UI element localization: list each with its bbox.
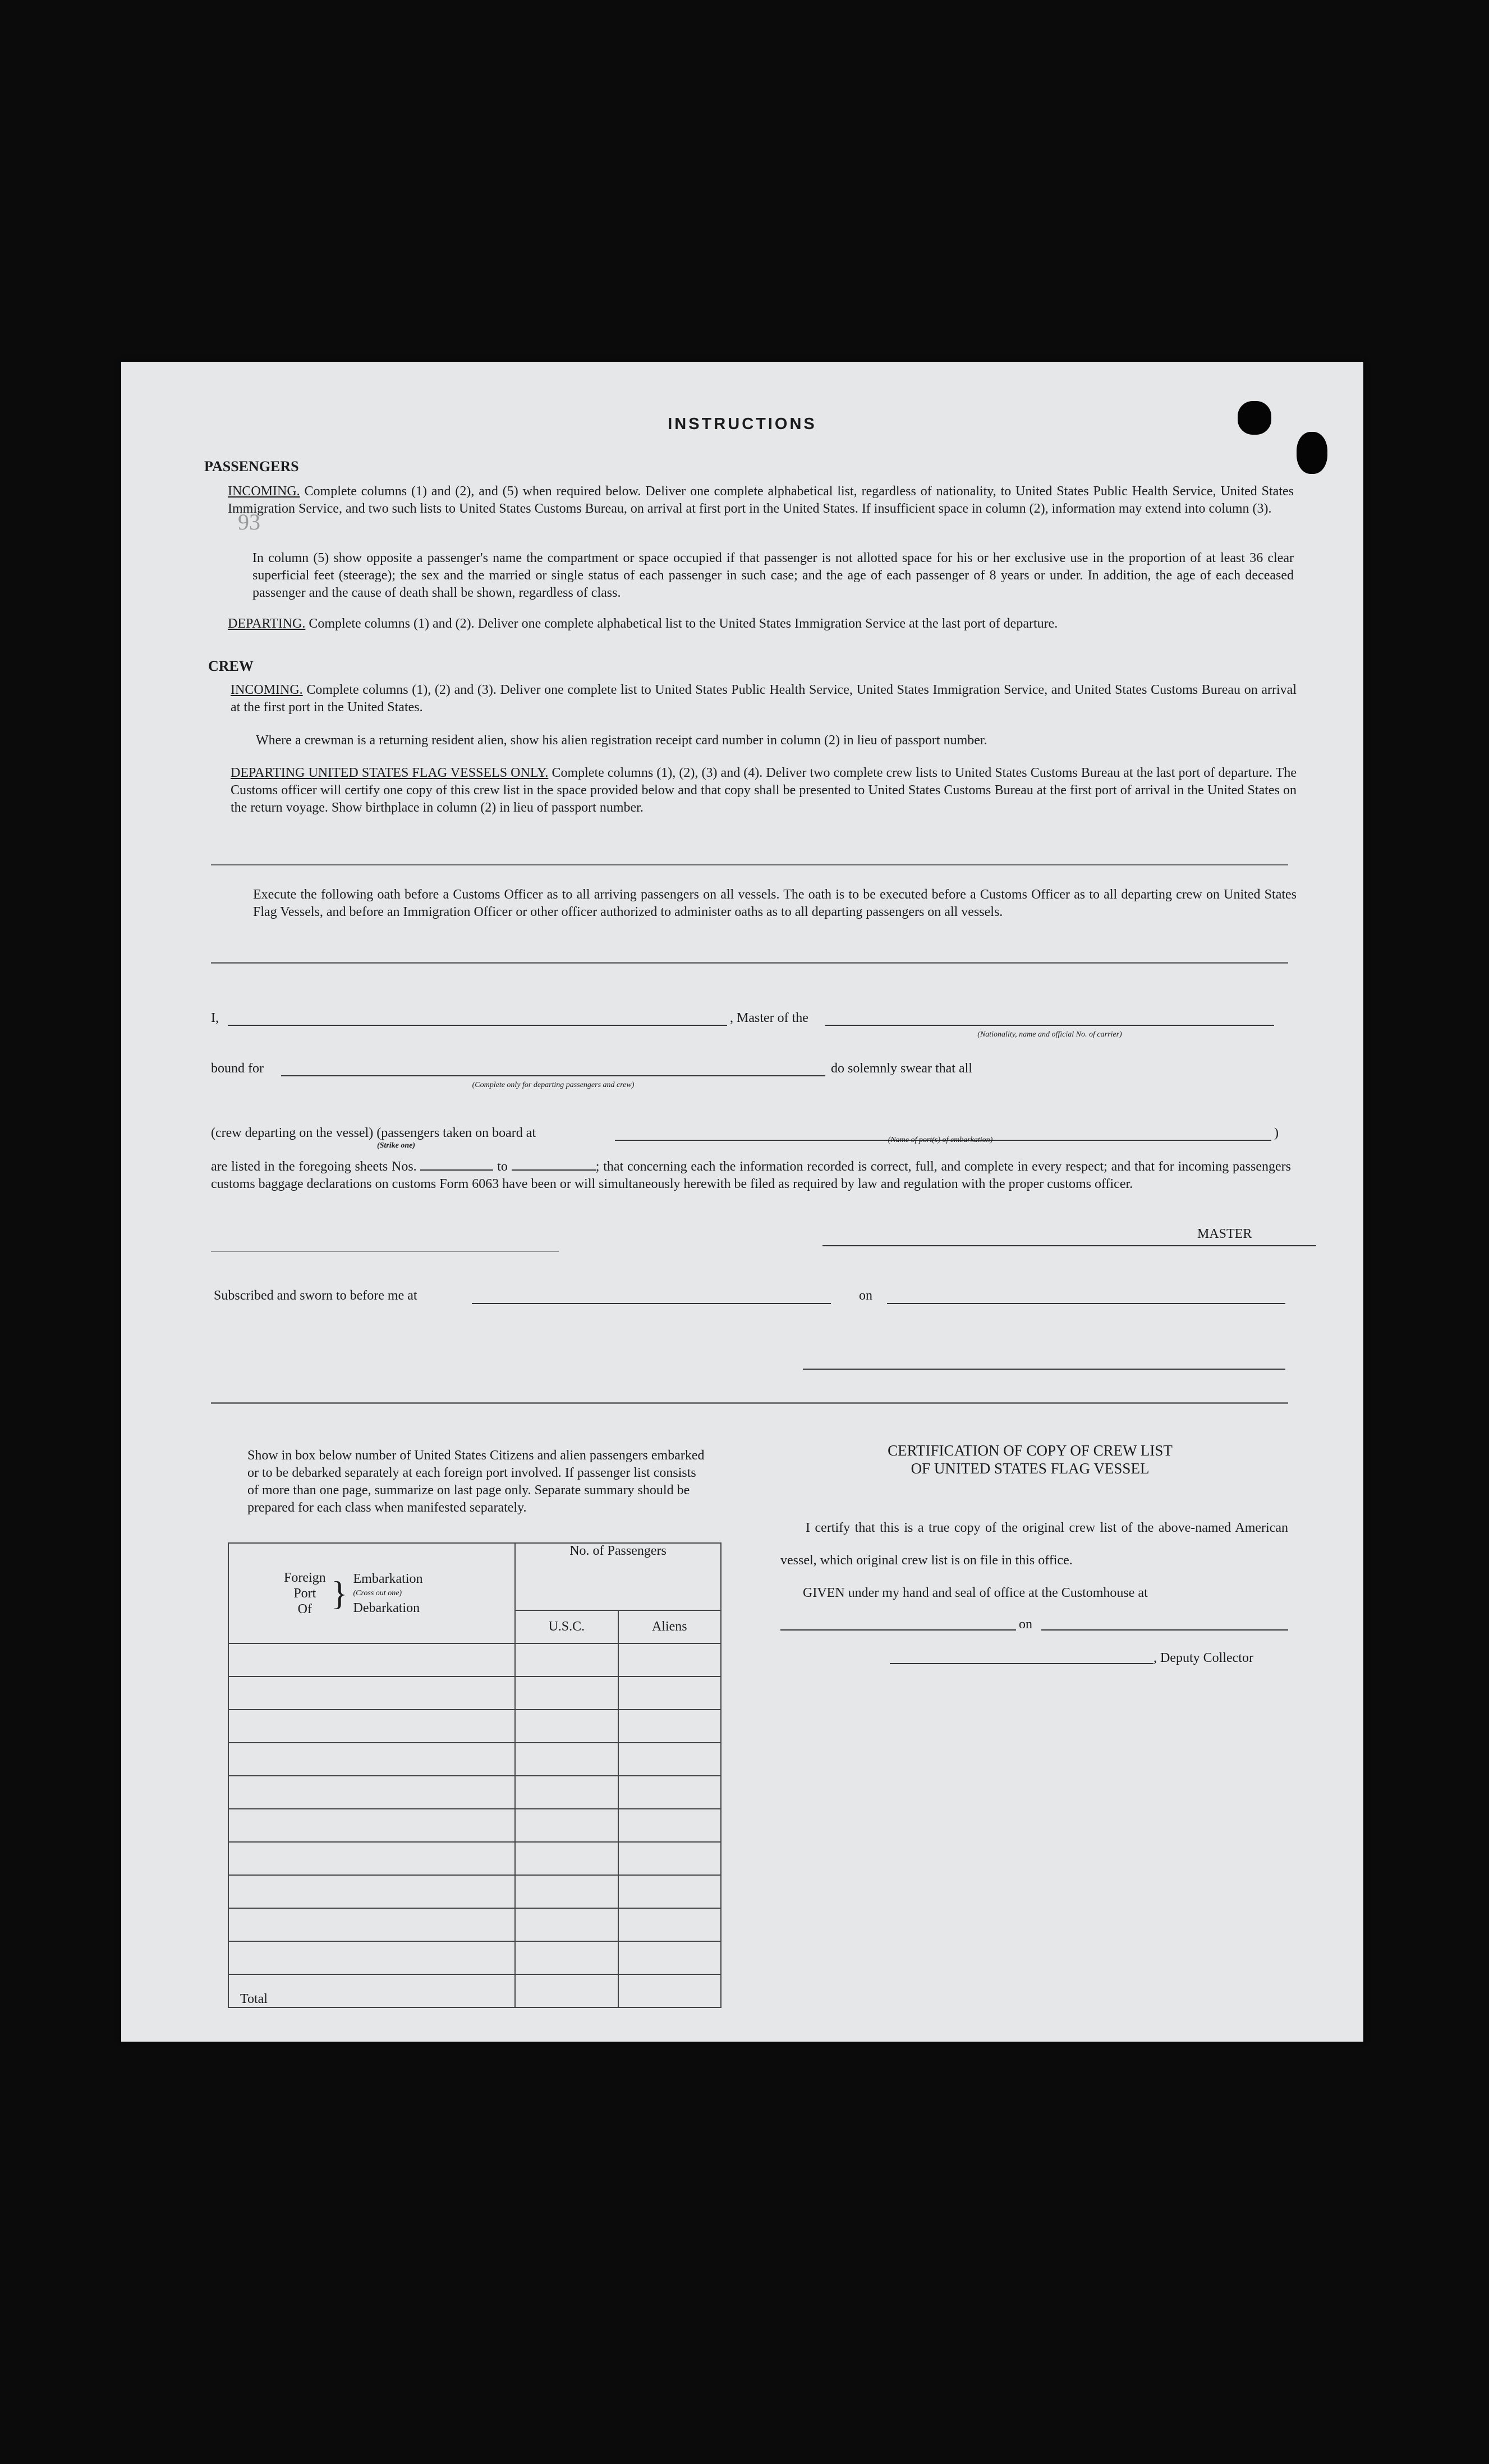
- passengers-column5-text: In column (5) show opposite a passenger's name the compartment or space occupied if that passenger is not allotted space for his or her exclusive use in the proportion of at least 36 clear superficial feet (steerage); the sex and the married or single status of each passenger in such case; and the age of each passenger of 8 years or under. In addition, the age of each deceased passenger and the cause of death shall be shown, regardless of class.: [252, 551, 1294, 600]
- oath-listed-in: are listed in the foregoing sheets Nos.: [211, 1159, 417, 1174]
- passengers-heading: PASSENGERS: [204, 458, 299, 475]
- certification-date-field[interactable]: [1041, 1629, 1288, 1631]
- crew-departing-label: DEPARTING UNITED STATES FLAG VESSELS ONLY.: [231, 766, 549, 780]
- crew-crewman-text: Where a crewman is a returning resident alien, show his alien registration receipt card number in column (2) in lieu of passport number.: [256, 733, 987, 748]
- table-row: [228, 1677, 721, 1710]
- oath-i: I,: [211, 1011, 219, 1025]
- table-row: [228, 1776, 721, 1809]
- carrier-field[interactable]: [825, 1025, 1274, 1026]
- certification-title: [806, 1441, 1254, 1477]
- crew-crewman-note: [256, 732, 1297, 749]
- certification-given: GIVEN under my hand and seal of office at the Customhouse at: [803, 1586, 1148, 1600]
- certification-certify: I certify that this is a true copy of the original crew list of the above-named American vessel, which original crew list is on file in this office.: [780, 1521, 1288, 1568]
- crew-incoming-text: Complete columns (1), (2) and (3). Deliver one complete list to United States Public Health Service, United States Immigration Service, and United States Customs Bureau on arrival at the first port in the United States.: [231, 683, 1297, 715]
- port-note: (Name of port(s) of embarkation): [888, 1136, 993, 1144]
- table-row: [228, 1941, 721, 1974]
- divider: [211, 962, 1288, 964]
- crew-departing: [231, 764, 1297, 817]
- divider: [211, 864, 1288, 865]
- certification-on: on: [1019, 1617, 1032, 1632]
- margin-mark: 93: [238, 509, 260, 535]
- certification-text: [780, 1512, 1288, 1577]
- passengers-departing-label: DEPARTING.: [228, 616, 306, 631]
- certification-deputy: , Deputy Collector: [1153, 1651, 1253, 1665]
- oath-concerning: ; that concerning each the information recorded is correct, full, and complete in every respect; and that for incoming passengers customs baggage declarations on customs Form 6063 have been or will simultaneously herewith be filed as required by law and regulation with the proper customs officer.: [211, 1159, 1291, 1191]
- total-label: Total: [228, 1974, 515, 2007]
- close-paren: ): [1274, 1126, 1279, 1140]
- passengers-incoming-label: INCOMING.: [228, 484, 300, 499]
- passengers-departing: [228, 615, 1294, 633]
- officer-signature-field[interactable]: [803, 1369, 1285, 1370]
- strike-note: (Strike one): [376, 1141, 416, 1150]
- table-row: [228, 1710, 721, 1743]
- foreign-label: Foreign: [284, 1570, 326, 1585]
- bound-note: (Complete only for departing passengers and crew): [472, 1081, 635, 1089]
- usc-header: U.S.C.: [515, 1610, 618, 1643]
- of-label: Of: [297, 1601, 312, 1616]
- ink-blot: [1297, 432, 1327, 474]
- page-title: INSTRUCTIONS: [668, 415, 817, 433]
- port-label: Port: [293, 1586, 316, 1601]
- no-of-passengers-header: No. of Passengers: [515, 1543, 721, 1610]
- table-row: [228, 1875, 721, 1908]
- debarkation-label: Debarkation: [353, 1600, 420, 1615]
- crew-heading: CREW: [208, 658, 254, 674]
- passengers-incoming-text: Complete columns (1) and (2), and (5) when required below. Deliver one complete alphabetical list, regardless of nationality, to United States Public Health Service, United States Immigration Service, and two such lists to United States Customs Bureau, on arrival at first port in the United States. If insufficient space in column (2), information may extend into column (3).: [228, 484, 1294, 516]
- cross-out-note: (Cross out one): [353, 1588, 402, 1597]
- table-row: [228, 1908, 721, 1941]
- bound-for-field[interactable]: [281, 1075, 825, 1076]
- total-row: [228, 1974, 721, 2007]
- passengers-incoming: [228, 483, 1294, 518]
- passengers-departing-text: Complete columns (1) and (2). Deliver one complete alphabetical list to the United States Immigration Service at the last port of departure.: [305, 616, 1058, 631]
- oath-to: to: [497, 1159, 508, 1174]
- nationality-note: (Nationality, name and official No. of carrier): [977, 1030, 1122, 1039]
- certification-title-line2: OF UNITED STATES FLAG VESSEL: [911, 1460, 1150, 1477]
- oath-intro-text: Execute the following oath before a Customs Officer as to all arriving passengers on all vessels. The oath is to be executed before a Customs Officer as to all departing crew on United States Flag Vessels, and before an Immigration Officer or other officer authorized to administer oaths as to all departing passengers on all vessels.: [253, 887, 1297, 919]
- aliens-header: Aliens: [618, 1610, 721, 1643]
- table-row: [228, 1842, 721, 1875]
- sheet-from-field[interactable]: [420, 1169, 493, 1171]
- certification-title-line1: CERTIFICATION OF COPY OF CREW LIST: [888, 1442, 1173, 1459]
- foreign-port-header: Foreign Port Of } Embarkation (Cross out one) Debarkation: [228, 1543, 515, 1643]
- embarkation-label: Embarkation: [353, 1571, 423, 1586]
- table-row: [228, 1643, 721, 1677]
- master-name-field[interactable]: [228, 1025, 727, 1026]
- signature-line: [211, 1251, 559, 1252]
- master-signature-field[interactable]: [822, 1245, 1316, 1246]
- customhouse-field[interactable]: [780, 1629, 1016, 1631]
- summary-note: [247, 1447, 707, 1517]
- oath-bound-for: bound for: [211, 1061, 264, 1076]
- summary-note-text: Show in box below number of United States Citizens and alien passengers embarked or to be debarked separately at each foreign port involved. If passenger list consists of more than one page, summarize on last page only. Separate summary should be prepared for each class when manifested separately.: [247, 1448, 705, 1515]
- oath-intro: [253, 886, 1297, 921]
- table-row: [228, 1743, 721, 1776]
- sworn-place-field[interactable]: [472, 1303, 831, 1304]
- crew-incoming-label: INCOMING.: [231, 683, 303, 697]
- oath-swear: do solemnly swear that all: [831, 1061, 972, 1076]
- crew-incoming: [231, 681, 1297, 716]
- passengers-column5: [252, 550, 1294, 602]
- oath-crew-departing: (crew departing on the vessel) (passengers taken on board at: [211, 1126, 536, 1140]
- divider: [211, 1402, 1288, 1404]
- sworn-date-field[interactable]: [887, 1303, 1285, 1304]
- ink-blot: [1238, 401, 1271, 435]
- oath-master-of: , Master of the: [730, 1011, 808, 1025]
- oath-listed: [211, 1158, 1291, 1193]
- instruction-sheet: [121, 362, 1363, 2042]
- deputy-signature-field[interactable]: [890, 1663, 1153, 1664]
- crew-departing-text: Complete columns (1), (2), (3) and (4). Deliver two complete crew lists to United States Customs Bureau at the last port of departure. The Customs officer will certify one copy of this crew list in the space provided below and that copy shall be presented to United States Customs Bureau at the first port of arrival in the United States on the return voyage. Show birthplace in column (2) in lieu of passport number.: [231, 766, 1297, 815]
- oath-master: MASTER: [1197, 1227, 1252, 1241]
- sheet-to-field[interactable]: [512, 1169, 596, 1171]
- oath-subscribed: Subscribed and sworn to before me at: [214, 1288, 417, 1303]
- oath-on: on: [859, 1288, 872, 1303]
- passenger-summary-table: [228, 1542, 721, 2008]
- table-row: [228, 1809, 721, 1842]
